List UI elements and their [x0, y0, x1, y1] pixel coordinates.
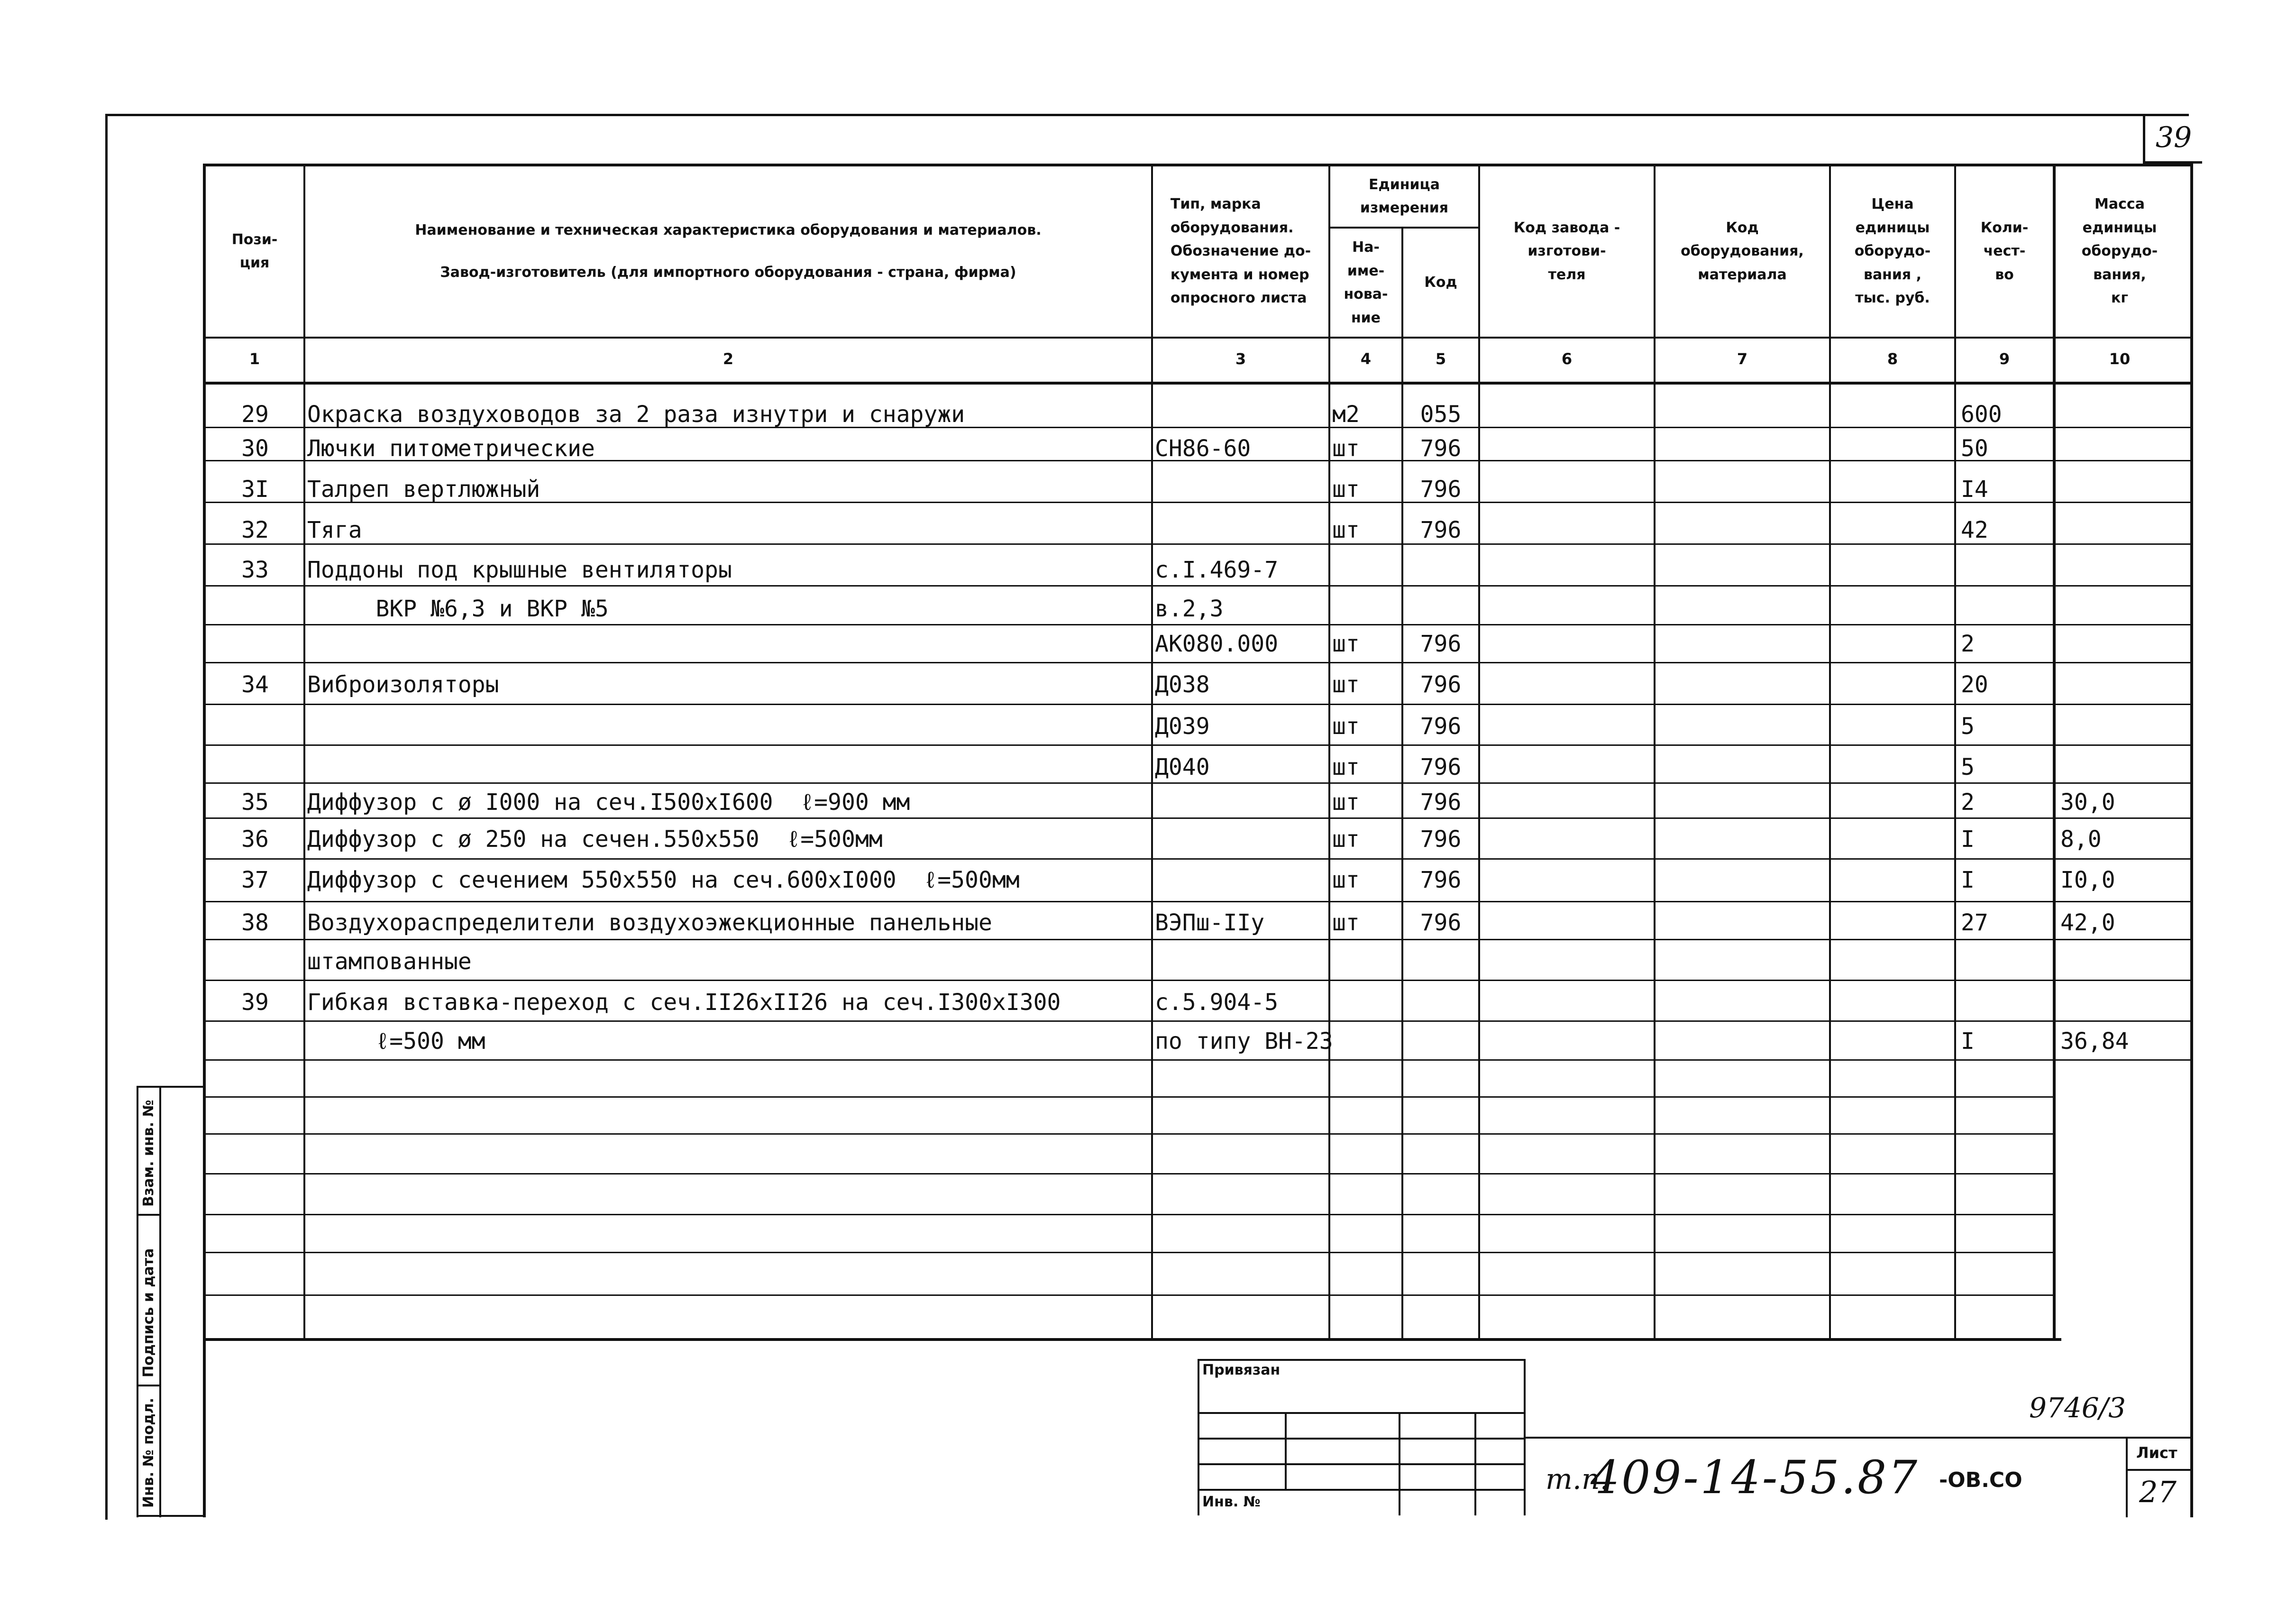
- colnum-8: 8: [1887, 350, 1898, 368]
- colnum-6: 6: [1561, 350, 1573, 368]
- hdr-equipment-code: Код оборудования, материала: [1681, 219, 1804, 283]
- row-17-name: ℓ=500 мм: [307, 1028, 485, 1055]
- row-2-code: 796: [1420, 435, 1462, 462]
- row-rule: [203, 662, 2190, 663]
- colnum-2: 2: [723, 350, 734, 368]
- row-6-name: ВКР №6,3 и ВКР №5: [307, 596, 609, 622]
- row-10-type: Д040: [1155, 754, 1210, 780]
- row-rule: [203, 543, 2190, 545]
- row-1-qty: 600: [1961, 401, 2002, 428]
- col-line-6: [1654, 164, 1656, 1338]
- row-3-qty: I4: [1961, 476, 1988, 503]
- row-16-name: Гибкая вставка-переход с сеч.II26хII26 на сеч.I300хI300: [307, 989, 1061, 1016]
- row-2-type: СН86-60: [1155, 435, 1251, 462]
- row-5-pos: 33: [241, 557, 269, 583]
- hdr-unit-name: На- име- нова- ние: [1344, 239, 1388, 326]
- colnum-10: 10: [2109, 350, 2131, 368]
- hdr-mass: Масса единицы оборудо- вания, кг: [2081, 196, 2158, 307]
- row-12-code: 796: [1420, 826, 1462, 853]
- hdr-position: Пози- ция: [231, 231, 278, 271]
- side-strip-bottom: [137, 1515, 203, 1517]
- stamp-sheet-div: [2126, 1469, 2193, 1471]
- row-rule: [203, 704, 2190, 705]
- col-line-7: [1829, 164, 1831, 1338]
- row-rule: [203, 1020, 2190, 1022]
- hdr-name-line2: Завод-изготовитель (для импортного оборудования - страна, фирма): [440, 264, 1016, 281]
- table-bottom-rule: [203, 1338, 2061, 1341]
- side-strip-mid: [159, 1086, 161, 1517]
- stamp-inv-no: Инв. №: [1202, 1494, 1261, 1510]
- row-11-unit: шт: [1332, 789, 1360, 816]
- sheet-value: 27: [2139, 1475, 2177, 1509]
- row-12-name: Диффузор с ø 250 на сечен.550х550 ℓ=500мм: [307, 826, 883, 853]
- colnum-bottom-rule: [203, 382, 2190, 385]
- row-4-code: 796: [1420, 517, 1462, 543]
- row-13-qty: I: [1961, 867, 1975, 893]
- row-4-pos: 32: [241, 517, 269, 543]
- row-15-name: штампованные: [307, 948, 472, 975]
- colnum-3: 3: [1235, 350, 1246, 368]
- hdr-unit-code: Код: [1424, 274, 1457, 291]
- row-17-type: по типу ВН-23: [1155, 1028, 1333, 1055]
- row-8-unit: шт: [1332, 671, 1360, 698]
- row-2-name: Лючки питометрические: [307, 435, 595, 462]
- side-label-vzam: Взам. инв. №: [140, 1100, 157, 1207]
- row-3-code: 796: [1420, 476, 1462, 503]
- side-label-podpis: Подпись и дата: [140, 1248, 157, 1377]
- row-13-pos: 37: [241, 867, 269, 893]
- side-label-inv-podl: Инв. № подл.: [140, 1397, 157, 1508]
- row-10-qty: 5: [1961, 754, 1975, 780]
- row-8-qty: 20: [1961, 671, 1988, 698]
- sheet-label: Лист: [2136, 1444, 2177, 1462]
- colnum-9: 9: [1999, 350, 2010, 368]
- row-7-type: АК080.000: [1155, 631, 1279, 657]
- row-8-type: Д038: [1155, 671, 1210, 698]
- stamp-col3: [1474, 1412, 1476, 1515]
- stamp-col2: [1399, 1412, 1400, 1515]
- row-9-qty: 5: [1961, 713, 1975, 740]
- row-rule: [203, 1294, 2055, 1296]
- row-11-pos: 35: [241, 789, 269, 816]
- row-9-unit: шт: [1332, 713, 1360, 740]
- row-9-code: 796: [1420, 713, 1462, 740]
- row-10-unit: шт: [1332, 754, 1360, 780]
- row-14-name: Воздухораспределители воздухоэжекционные панельные: [307, 909, 992, 936]
- row-rule: [203, 1214, 2055, 1215]
- row-8-name: Виброизоляторы: [307, 671, 499, 698]
- row-rule: [203, 901, 2190, 902]
- row-11-name: Диффузор с ø I000 на сеч.I500хI600 ℓ=900 мм: [307, 789, 910, 816]
- row-5-type: с.I.469-7: [1155, 557, 1279, 583]
- row-5-name: Поддоны под крышные вентиляторы: [307, 557, 732, 583]
- row-16-pos: 39: [241, 989, 269, 1016]
- row-rule: [203, 939, 2190, 940]
- row-12-mass: 8,0: [2060, 826, 2102, 853]
- side-strip-div2: [137, 1385, 159, 1386]
- row-14-mass: 42,0: [2060, 909, 2115, 936]
- row-4-unit: шт: [1332, 517, 1360, 543]
- row-1-unit: м2: [1332, 401, 1360, 428]
- row-7-code: 796: [1420, 631, 1462, 657]
- stamp-top: [1198, 1359, 1525, 1361]
- side-strip-top: [137, 1086, 203, 1088]
- row-12-qty: I: [1961, 826, 1975, 853]
- row-6-type: в.2,3: [1155, 596, 1224, 622]
- colnum-1: 1: [249, 350, 260, 368]
- row-14-pos: 38: [241, 909, 269, 936]
- stamp-left: [1198, 1359, 1199, 1515]
- row-11-qty: 2: [1961, 789, 1975, 816]
- col-line-8: [1954, 164, 1956, 1338]
- row-rule: [203, 1133, 2055, 1135]
- hdr-factory-code: Код завода - изготови- теля: [1513, 219, 1620, 283]
- row-10-code: 796: [1420, 754, 1462, 780]
- hdr-name-line1: Наименование и техническая характеристика оборудования и материалов.: [415, 221, 1042, 239]
- row-7-qty: 2: [1961, 631, 1975, 657]
- row-11-code: 796: [1420, 789, 1462, 816]
- row-13-mass: I0,0: [2060, 867, 2115, 893]
- hdr-type: Тип, марка оборудования. Обозначение до- кумента и номер опросного листа: [1170, 196, 1311, 307]
- row-3-unit: шт: [1332, 476, 1360, 503]
- row-14-qty: 27: [1961, 909, 1988, 936]
- hdr-price: Цена единицы оборудо- вания , тыс. руб.: [1854, 196, 1931, 307]
- colnum-4: 4: [1360, 350, 1372, 368]
- row-rule: [203, 1096, 2055, 1098]
- order-number: 9746/3: [2029, 1392, 2126, 1424]
- sheet-corner-number: 39: [2143, 114, 2202, 164]
- row-7-unit: шт: [1332, 631, 1360, 657]
- row-rule: [203, 1173, 2055, 1174]
- row-rule: [203, 585, 2190, 587]
- row-rule: [203, 624, 2190, 625]
- row-3-name: Талреп вертлюжный: [307, 476, 540, 503]
- row-16-type: с.5.904-5: [1155, 989, 1279, 1016]
- row-1-name: Окраска воздуховодов за 2 раза изнутри и снаружи: [307, 401, 965, 428]
- row-2-pos: 30: [241, 435, 269, 462]
- side-strip-div1: [137, 1214, 159, 1216]
- row-8-pos: 34: [241, 671, 269, 698]
- row-2-qty: 50: [1961, 435, 1988, 462]
- hdr-unit-group: Единица измерения: [1360, 176, 1449, 216]
- row-9-type: Д039: [1155, 713, 1210, 740]
- side-strip-left: [137, 1086, 138, 1517]
- row-1-code: 055: [1420, 401, 1462, 428]
- row-14-type: ВЭПш-IIу: [1155, 909, 1265, 936]
- row-rule: [203, 858, 2190, 860]
- row-8-code: 796: [1420, 671, 1462, 698]
- doc-number: 409-14-55.87: [1591, 1451, 1920, 1504]
- col-line-9: [2053, 164, 2056, 1338]
- row-rule: [203, 817, 2190, 819]
- row-14-unit: шт: [1332, 909, 1360, 936]
- header-bottom-rule: [203, 337, 2190, 339]
- col-line-2: [1151, 164, 1153, 1338]
- row-13-code: 796: [1420, 867, 1462, 893]
- row-1-pos: 29: [241, 401, 269, 428]
- hdr-name: [305, 166, 1151, 337]
- row-3-pos: 3I: [241, 476, 269, 503]
- stamp-sheet-left: [2126, 1437, 2128, 1517]
- row-14-code: 796: [1420, 909, 1462, 936]
- doc-prefix: т.п.: [1546, 1463, 1609, 1496]
- stamp-col1: [1285, 1412, 1287, 1489]
- row-13-unit: шт: [1332, 867, 1360, 893]
- col-line-5: [1478, 164, 1480, 1338]
- row-rule: [203, 1252, 2055, 1253]
- row-17-mass: 36,84: [2060, 1028, 2129, 1055]
- row-11-mass: 30,0: [2060, 789, 2115, 816]
- row-2-unit: шт: [1332, 435, 1360, 462]
- doc-suffix: -ОВ.СО: [1939, 1468, 2022, 1492]
- col-line-1: [303, 164, 305, 1338]
- row-17-qty: I: [1961, 1028, 1975, 1055]
- col-line-3: [1328, 164, 1330, 1338]
- row-rule: [203, 782, 2190, 784]
- row-4-name: Тяга: [307, 517, 362, 543]
- row-rule: [203, 1059, 2190, 1061]
- stamp-privyazan: Привязан: [1202, 1362, 1281, 1378]
- row-rule: [203, 980, 2190, 981]
- stamp-doc-top: [1524, 1437, 2193, 1439]
- row-4-qty: 42: [1961, 517, 1988, 543]
- row-13-name: Диффузор с сечением 550х550 на сеч.600хI000 ℓ=500мм: [307, 867, 1020, 893]
- hdr-quantity: Коли- чест- во: [1980, 219, 2029, 283]
- row-12-pos: 36: [241, 826, 269, 853]
- colnum-7: 7: [1737, 350, 1748, 368]
- row-12-unit: шт: [1332, 826, 1360, 853]
- colnum-5: 5: [1435, 350, 1446, 368]
- row-rule: [203, 744, 2190, 746]
